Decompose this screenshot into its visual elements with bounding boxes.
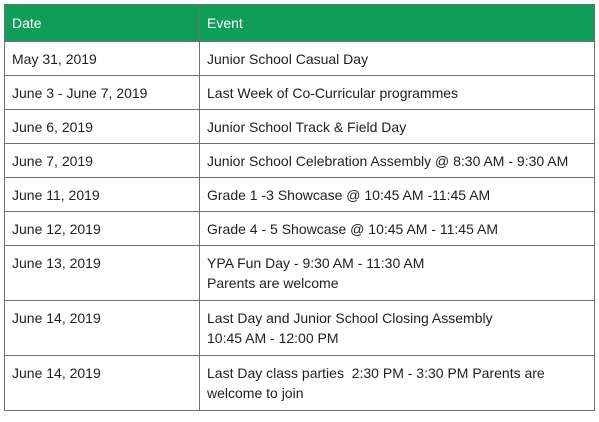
date-cell: June 14, 2019	[5, 356, 200, 411]
date-cell: May 31, 2019	[5, 42, 200, 76]
event-text: Junior School Celebration Assembly @ 8:30 AM - 9:30 AM	[207, 153, 569, 169]
table-row	[5, 301, 595, 356]
event-text: Grade 1 -3 Showcase @ 10:45 AM -11:45 AM	[207, 187, 491, 203]
table-row	[5, 110, 595, 144]
table-row	[5, 178, 595, 212]
date-cell: June 3 - June 7, 2019	[5, 76, 200, 110]
table-row	[5, 42, 595, 76]
date-cell: June 11, 2019	[5, 178, 200, 212]
event-cell	[200, 178, 595, 212]
table-row	[5, 212, 595, 246]
event-cell	[200, 301, 595, 356]
date-cell: June 7, 2019	[5, 144, 200, 178]
event-text: YPA Fun Day - 9:30 AM - 11:30 AM	[207, 255, 425, 271]
event-text-line-2: Parents are welcome	[207, 275, 339, 291]
event-cell	[200, 110, 595, 144]
table-header-row	[5, 5, 595, 42]
table-row	[5, 144, 595, 178]
event-cell	[200, 212, 595, 246]
event-text-line-2: welcome to join	[207, 385, 304, 401]
table-row	[5, 76, 595, 110]
date-cell: June 6, 2019	[5, 110, 200, 144]
event-cell	[200, 42, 595, 76]
column-header-date: Date	[5, 5, 200, 42]
column-header-event: Event	[200, 5, 595, 42]
events-table	[4, 4, 595, 411]
event-text: Grade 4 - 5 Showcase @ 10:45 AM - 11:45 AM	[207, 221, 498, 237]
event-text: Last Day class parties 2:30 PM - 3:30 PM Parents are	[207, 365, 545, 381]
date-cell: June 14, 2019	[5, 301, 200, 356]
date-cell: June 12, 2019	[5, 212, 200, 246]
event-text-line-2: 10:45 AM - 12:00 PM	[207, 330, 339, 346]
event-cell	[200, 76, 595, 110]
table-row	[5, 356, 595, 411]
event-cell	[200, 356, 595, 411]
event-cell	[200, 144, 595, 178]
event-text: Junior School Casual Day	[207, 51, 369, 67]
event-text: Last Day and Junior School Closing Assembly	[207, 310, 493, 326]
event-cell	[200, 246, 595, 301]
event-text: Last Week of Co-Curricular programmes	[207, 85, 459, 101]
table-row	[5, 246, 595, 301]
event-text: Junior School Track & Field Day	[207, 119, 407, 135]
date-cell: June 13, 2019	[5, 246, 200, 301]
